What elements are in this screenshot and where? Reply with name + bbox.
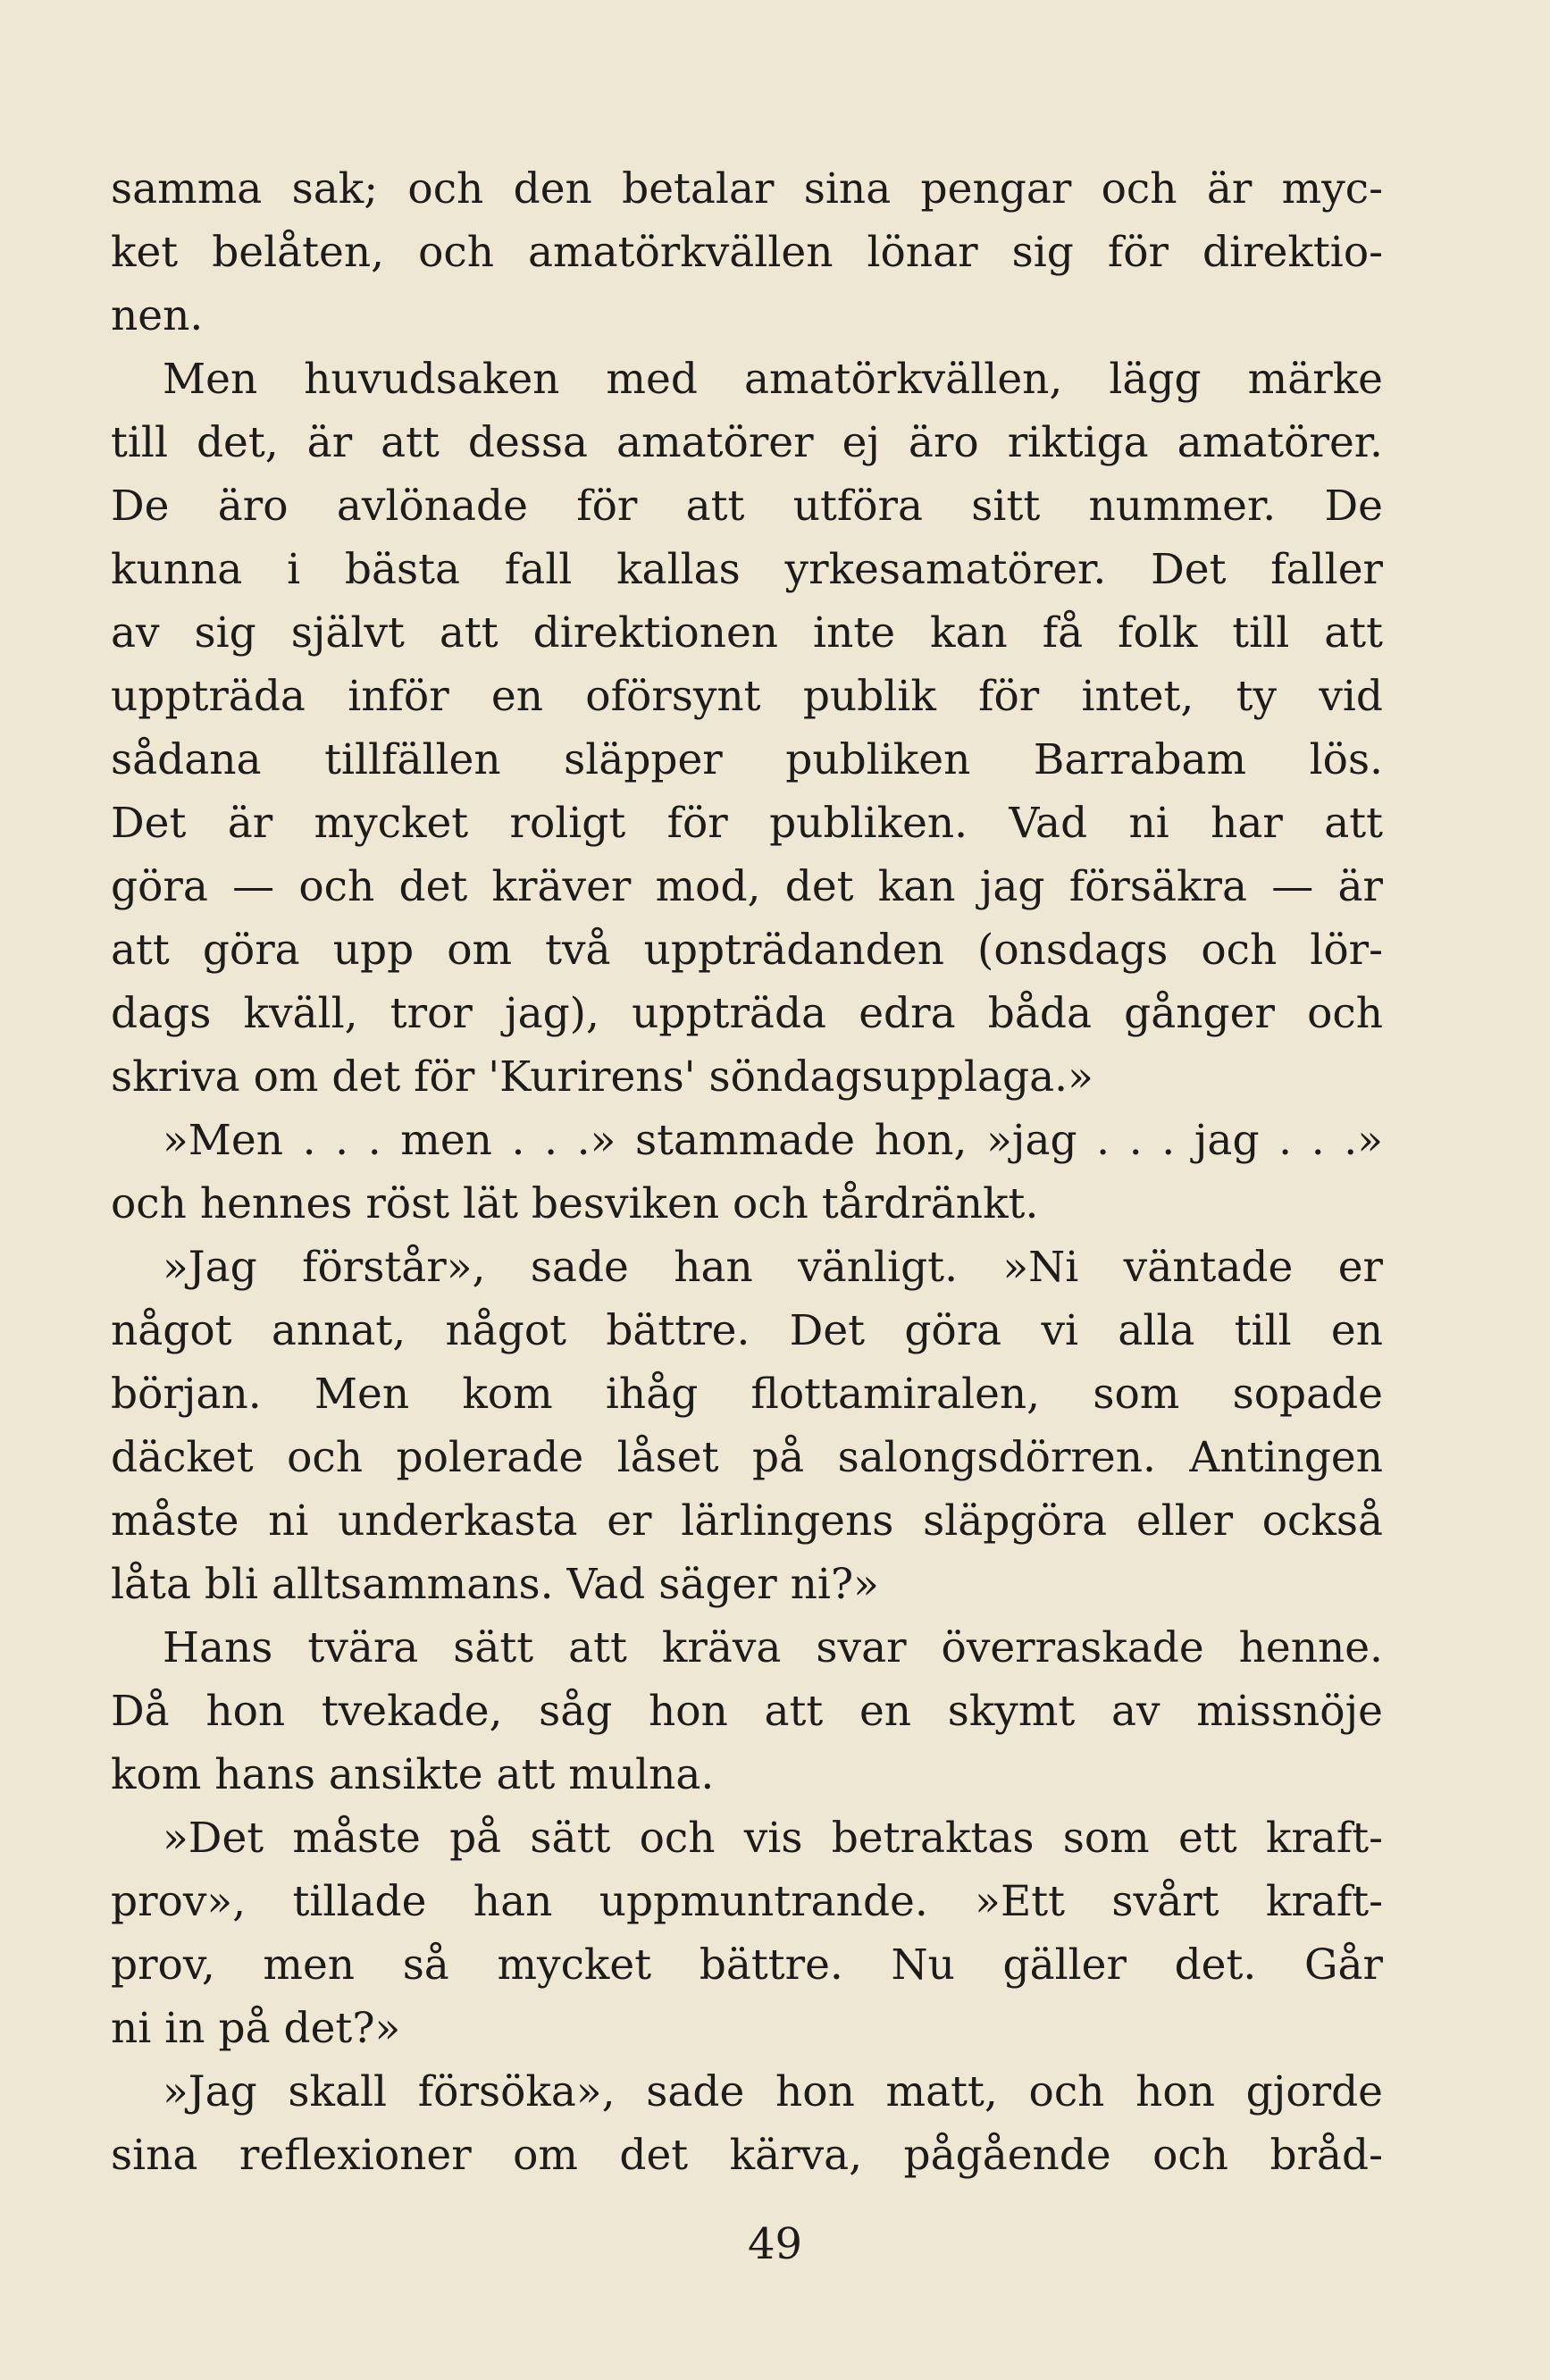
text-line: De äro avlönade för att utföra sitt nummer. De <box>111 482 1383 531</box>
text-line: till det, är att dessa amatörer ej äro riktiga amatörer. <box>111 418 1383 467</box>
text-line: »Men . . . men . . .» stammade hon, »jag . . . jag . . .» <box>163 1116 1383 1165</box>
text-line: ket belåten, och amatörkvällen lönar sig för direktio- <box>111 228 1383 277</box>
text-line: sådana tillfällen släpper publiken Barrabam lös. <box>111 735 1383 784</box>
text-line: göra — och det kräver mod, det kan jag försäkra — är <box>111 862 1383 911</box>
text-line: Hans tvära sätt att kräva svar överraskade henne. <box>163 1623 1383 1672</box>
text-line: låta bli alltsammans. Vad säger ni?» <box>111 1560 879 1609</box>
text-line: skriva om det för 'Kurirens' söndagsupplaga.» <box>111 1052 1093 1102</box>
page-number: 49 <box>747 2219 803 2269</box>
text-line: kunna i bästa fall kallas yrkesamatörer. Det faller <box>111 545 1383 594</box>
text-line: däcket och polerade låset på salongsdörren. Antingen <box>111 1433 1383 1482</box>
text-line: kom hans ansikte att mulna. <box>111 1750 715 1799</box>
body-text <box>111 157 1383 2187</box>
text-line: uppträda inför en oförsynt publik för intet, ty vid <box>111 672 1383 721</box>
text-line: och hennes röst lät besviken och tårdränkt. <box>111 1179 1039 1228</box>
text-line: »Jag skall försöka», sade hon matt, och hon gjorde <box>163 2067 1383 2116</box>
text-line: nen. <box>111 291 204 340</box>
text-line: något annat, något bättre. Det göra vi alla till en <box>111 1306 1383 1355</box>
text-line: Men huvudsaken med amatörkvällen, lägg märke <box>163 355 1383 404</box>
text-line: Det är mycket roligt för publiken. Vad ni har att <box>111 799 1383 848</box>
text-line: början. Men kom ihåg flottamiralen, som sopade <box>111 1370 1383 1419</box>
text-line: av sig självt att direktionen inte kan få folk till att <box>111 608 1383 658</box>
text-line: prov, men så mycket bättre. Nu gäller det. Går <box>111 1940 1383 1990</box>
text-line: ni in på det?» <box>111 2004 401 2053</box>
text-line: prov», tillade han uppmuntrande. »Ett svårt kraft- <box>111 1877 1383 1926</box>
text-line: Då hon tvekade, såg hon att en skymt av missnöje <box>111 1687 1383 1736</box>
text-line: »Jag förstår», sade han vänligt. »Ni väntade er <box>163 1243 1383 1292</box>
text-line: måste ni underkasta er lärlingens släpgöra eller också <box>111 1496 1383 1546</box>
text-line: dags kväll, tror jag), uppträda edra båda gånger och <box>111 989 1383 1038</box>
text-line: »Det måste på sätt och vis betraktas som ett kraft- <box>163 1814 1383 1863</box>
text-line: samma sak; och den betalar sina pengar och är myc- <box>111 164 1383 214</box>
text-line: att göra upp om två uppträdanden (onsdags och lör- <box>111 926 1383 975</box>
text-line: sina reflexioner om det kärva, pågående och bråd- <box>111 2131 1383 2180</box>
